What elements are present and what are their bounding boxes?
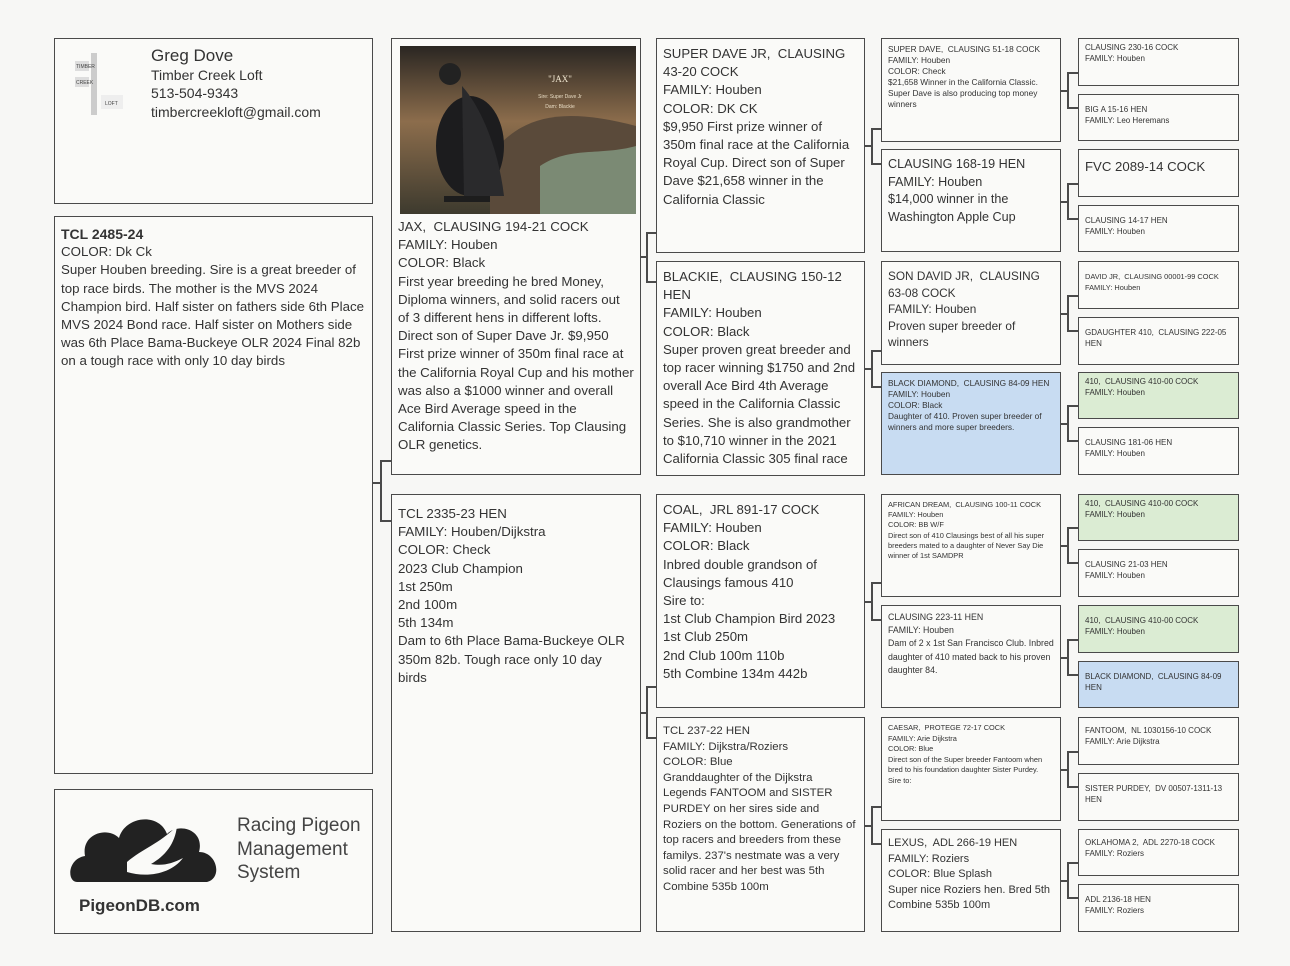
gen2-line: FAMILY: Dijkstra/Roziers — [663, 740, 789, 753]
connector-line — [646, 686, 648, 738]
gen4-box — [1078, 717, 1239, 765]
pigeon-photo — [400, 46, 636, 214]
gen2-line: SUPER DAVE JR, CLAUSING 43-20 COCK — [663, 46, 849, 80]
gen3-line: $21,658 Winner in the California Classic. Super Dave is also producing top money winners — [888, 76, 1041, 109]
gen4-line: 410, CLAUSING 410-00 COCK — [1085, 499, 1199, 508]
connector-line — [871, 128, 881, 130]
owner-loft: Timber Creek Loft — [151, 66, 263, 83]
gen3-box — [881, 717, 1061, 821]
connector-line — [871, 386, 881, 388]
gen2-line: Sire to: — [663, 593, 705, 609]
dam-record: 1st 250m — [398, 578, 453, 594]
gen4-line: FAMILY: Houben — [1085, 509, 1145, 519]
connector-line — [1067, 751, 1069, 787]
gen3-line: Proven super breeder of winners — [888, 318, 1019, 349]
gen2-line: COAL, JRL 891-17 COCK — [663, 502, 820, 517]
gen2-line: 1st Club Champion Bird 2023 — [663, 611, 836, 627]
brand-line-3: System — [237, 862, 301, 883]
brand-url[interactable]: PigeonDB.com — [79, 896, 200, 915]
connector-line — [1067, 562, 1078, 564]
gen4-box — [1078, 427, 1239, 475]
gen3-line: BLACK DIAMOND, CLAUSING 84-09 HEN — [888, 378, 1050, 388]
gen4-box-highlighted — [1078, 605, 1239, 653]
gen3-line: FAMILY: Arie Dijkstra — [888, 733, 957, 743]
gen3-line: COLOR: BB W/F — [888, 520, 944, 530]
gen2-line: TCL 237-22 HEN — [663, 725, 750, 737]
connector-line — [1067, 897, 1078, 899]
gen4-line: FAMILY: Houben — [1085, 626, 1145, 636]
connector-line — [646, 737, 656, 739]
svg-text:CREEK: CREEK — [76, 80, 94, 86]
gen3-box — [881, 494, 1061, 597]
connector-line — [1067, 295, 1069, 331]
dam-title: TCL 2335-23 HEN — [398, 506, 507, 521]
gen4-line: CLAUSING 14-17 HEN — [1085, 216, 1168, 225]
gen4-line: GDAUGHTER 410, CLAUSING 222-05 HEN — [1085, 328, 1229, 348]
gen3-line: SUPER DAVE, CLAUSING 51-18 COCK — [888, 44, 1041, 54]
gen2-line: $9,950 First prize winner of 350m final race at the California Royal Cup. Direct son of Super Dave $21,658 winner in the California Classic — [663, 118, 853, 207]
dam-color: COLOR: Check — [398, 542, 491, 558]
gen4-line: FAMILY: Roziers — [1085, 905, 1144, 915]
sire-family: FAMILY: Houben — [398, 237, 498, 253]
pigeondb-logo-icon — [67, 804, 235, 892]
sire-box — [391, 38, 641, 475]
connector-line — [380, 460, 382, 521]
svg-text:"JAX": "JAX" — [548, 74, 572, 84]
connector-line — [646, 232, 648, 282]
connector-line — [871, 619, 881, 621]
brand-line-1: Racing Pigeon — [237, 815, 361, 836]
connector-line — [1067, 107, 1078, 109]
connector-line — [1067, 218, 1078, 220]
gen3-line: Direct son of the Super breeder Fantoom when bred to his foundation daughter Sister Purdey. — [888, 754, 1045, 775]
dam-record: 2023 Club Champion — [398, 560, 523, 576]
connector-line — [871, 582, 873, 620]
gen2-line: FAMILY: Houben — [663, 520, 762, 536]
owner-info-box — [54, 38, 373, 204]
gen3-line: FAMILY: Houben — [888, 388, 951, 399]
gen3-line: FAMILY: Houben — [888, 625, 954, 636]
gen4-box — [1078, 149, 1239, 197]
gen2-line: 5th Combine 134m 442b — [663, 665, 808, 681]
connector-line — [871, 582, 881, 584]
gen4-line: CLAUSING 181-06 HEN — [1085, 438, 1173, 447]
sire-color: COLOR: Black — [398, 255, 486, 271]
gen3-line: FAMILY: Roziers — [888, 852, 970, 865]
gen3-box — [881, 261, 1061, 365]
gen3-box — [881, 829, 1061, 932]
sire-description: First year breeding he bred Money, Diploma winners, and solid racers out of 3 different hens in different lofts. Direct son of Super Dave Jr. $9,950 First prize winner of 350m final race at the California Royal Cup and his mother was also a $1000 winner and overall Ace Bird Average speed in the California Classic Series. Top Clausing OLR genetics. — [398, 273, 638, 453]
gen3-line: Daughter of 410. Proven super breeder of winners and more super breeders. — [888, 410, 1044, 432]
gen4-line: FANTOOM, NL 1030156-10 COCK — [1085, 726, 1212, 735]
gen2-line: FAMILY: Houben — [663, 305, 762, 321]
gen4-line: 410, CLAUSING 410-00 COCK — [1085, 616, 1199, 625]
gen4-line: CLAUSING 230-16 COCK — [1085, 43, 1179, 52]
pigeondb-brand-box — [54, 789, 373, 934]
gen3-line: COLOR: Black — [888, 399, 943, 410]
connector-line — [1067, 405, 1078, 407]
gen4-box-highlighted — [1078, 372, 1239, 419]
gen4-line: FAMILY: Houben — [1085, 226, 1145, 236]
gen4-line: FVC 2089-14 COCK — [1085, 159, 1206, 174]
connector-line — [1067, 527, 1078, 529]
gen4-line: OKLAHOMA 2, ADL 2270-18 COCK — [1085, 838, 1215, 847]
connector-line — [871, 806, 873, 844]
gen2-line: 1st Club 250m — [663, 629, 749, 645]
gen3-line: FAMILY: Houben — [888, 54, 951, 65]
gen2-line: BLACKIE, CLAUSING 150-12 HEN — [663, 269, 846, 303]
dam-family: FAMILY: Houben/Dijkstra — [398, 524, 546, 540]
gen2-line: 2nd Club 100m 110b — [663, 647, 785, 663]
subject-color: COLOR: Dk Ck — [61, 244, 152, 260]
connector-line — [1067, 183, 1069, 219]
gen3-line: COLOR: Blue Splash — [888, 868, 992, 881]
connector-line — [871, 128, 873, 164]
gen3-line: CAESAR, PROTEGE 72-17 COCK — [888, 723, 1006, 732]
connector-line — [1067, 862, 1078, 864]
gen4-box — [1078, 261, 1239, 309]
connector-line — [871, 163, 881, 165]
gen4-box-highlighted — [1078, 661, 1239, 708]
dam-record: 5th 134m — [398, 615, 454, 631]
gen2-line: Granddaughter of the Dijkstra Legends FANTOOM and SISTER PURDEY on her sires side and Roziers on the bottom. Generations of top racers and breeders from these familys. 237's nestmate was a very solid racer and her best was 5th Combine 535b 100m — [663, 771, 859, 893]
gen4-box — [1078, 205, 1239, 252]
subject-description: Super Houben breeding. Sire is a great breeder of top race birds. The mother is the MVS 2024 Champion bird. Half sister on fathers side 6th Place MVS 2024 Bond race. Half sister on Mothers side was 6th Place Bama-Buckeye OLR 2024 Final 82b on a tough race with only 10 day birds — [61, 262, 368, 369]
connector-line — [1067, 440, 1078, 442]
connector-line — [1067, 72, 1078, 74]
connector-line — [1067, 639, 1078, 641]
gen4-line: BIG A 15-16 HEN — [1085, 105, 1148, 114]
gen3-line: Direct son of 410 Clausings best of all his super breeders mated to a daughter of Never Say Die winner of 1st SAMDPR — [888, 530, 1047, 561]
dam-record: 2nd 100m — [398, 597, 458, 613]
gen4-line: FAMILY: Arie Dijkstra — [1085, 736, 1160, 746]
svg-text:LOFT: LOFT — [105, 101, 118, 107]
gen3-box-highlighted — [881, 372, 1061, 475]
gen3-line: FAMILY: Houben — [888, 174, 983, 189]
connector-line — [1067, 674, 1078, 676]
gen4-box — [1078, 38, 1239, 86]
gen3-line: FAMILY: Houben — [888, 510, 944, 520]
connector-line — [646, 686, 656, 688]
svg-text:TIMBER: TIMBER — [76, 64, 95, 70]
connector-line — [1067, 405, 1069, 441]
gen4-box — [1078, 773, 1239, 821]
owner-name: Greg Dove — [151, 46, 234, 65]
gen2-box — [656, 38, 865, 253]
connector-line — [1067, 72, 1069, 108]
connector-line — [1067, 786, 1078, 788]
gen4-line: ADL 2136-18 HEN — [1085, 895, 1151, 904]
gen2-line: Inbred double grandson of Clausings famous 410 — [663, 556, 821, 590]
gen3-line: SON DAVID JR, CLAUSING 63-08 COCK — [888, 269, 1044, 300]
connector-line — [1067, 751, 1078, 753]
gen3-box — [881, 149, 1061, 252]
gen3-line: $14,000 winner in the Washington Apple Cup — [888, 192, 1016, 224]
gen4-box — [1078, 829, 1239, 876]
gen4-line: BLACK DIAMOND, CLAUSING 84-09 HEN — [1085, 672, 1224, 692]
gen2-line: COLOR: Black — [663, 538, 750, 554]
sire-title: JAX, CLAUSING 194-21 COCK — [398, 219, 589, 234]
gen4-line: DAVID JR, CLAUSING 00001-99 COCK — [1085, 272, 1219, 281]
connector-line — [1067, 527, 1069, 563]
connector-line — [646, 281, 656, 283]
connector-line — [1067, 183, 1078, 185]
timber-creek-loft-logo — [73, 53, 125, 115]
subject-bird-box — [54, 216, 373, 774]
connector-line — [380, 460, 391, 462]
gen3-line: COLOR: Check — [888, 65, 946, 76]
gen2-line: FAMILY: Houben — [663, 82, 762, 98]
gen4-line: FAMILY: Houben — [1085, 387, 1145, 397]
gen4-box — [1078, 549, 1239, 597]
gen4-line: FAMILY: Houben — [1085, 570, 1145, 580]
owner-phone: 513-504-9343 — [151, 85, 239, 101]
gen4-box — [1078, 94, 1239, 141]
gen2-line: COLOR: Blue — [663, 756, 733, 769]
connector-line — [1067, 862, 1069, 898]
gen3-line: CLAUSING 223-11 HEN — [888, 612, 984, 622]
gen4-line: FAMILY: Houben — [1085, 282, 1141, 292]
gen3-line: CLAUSING 168-19 HEN — [888, 157, 1026, 171]
gen3-line: FAMILY: Houben — [888, 302, 977, 316]
connector-line — [871, 843, 881, 845]
svg-text:Dam: Blackie: Dam: Blackie — [545, 104, 575, 110]
gen4-line: 410, CLAUSING 410-00 COCK — [1085, 377, 1199, 386]
gen4-line: CLAUSING 21-03 HEN — [1085, 560, 1168, 569]
subject-band: TCL 2485-24 — [61, 226, 144, 242]
connector-line — [871, 350, 873, 387]
gen2-box — [656, 717, 865, 932]
gen3-line: Super nice Roziers hen. Bred 5th Combine 535b 100m — [888, 883, 1054, 912]
brand-line-2: Management — [237, 838, 348, 860]
gen4-line: FAMILY: Houben — [1085, 53, 1145, 63]
gen4-box — [1078, 884, 1239, 932]
gen3-line: LEXUS, ADL 266-19 HEN — [888, 837, 1018, 849]
gen3-line: AFRICAN DREAM, CLAUSING 100-11 COCK — [888, 500, 1042, 509]
gen3-line: Sire to: — [888, 775, 912, 785]
gen2-line: COLOR: Black — [663, 323, 750, 339]
gen4-box — [1078, 317, 1239, 365]
gen4-line: SISTER PURDEY, DV 00507-1311-13 HEN — [1085, 784, 1225, 804]
connector-line — [871, 806, 881, 808]
svg-text:Sire: Super Dave Jr: Sire: Super Dave Jr — [538, 94, 582, 100]
dam-description: Dam to 6th Place Bama-Buckeye OLR 350m 82b. Tough race only 10 day birds — [398, 633, 629, 685]
dam-box — [391, 494, 641, 932]
connector-line — [380, 520, 391, 522]
gen3-line: Dam of 2 x 1st San Francisco Club. Inbred daughter of 410 mated back to his proven daughter 84. — [888, 638, 1057, 675]
gen4-box-highlighted — [1078, 494, 1239, 541]
connector-line — [1067, 639, 1069, 675]
connector-line — [646, 232, 656, 234]
gen3-box — [881, 605, 1061, 708]
connector-line — [1067, 295, 1078, 297]
gen4-line: FAMILY: Leo Heremans — [1085, 115, 1170, 125]
gen2-box — [656, 261, 865, 476]
owner-email: timbercreekloft@gmail.com — [151, 103, 321, 120]
gen3-box — [881, 38, 1061, 142]
gen2-line: COLOR: DK CK — [663, 100, 758, 116]
gen2-box — [656, 494, 865, 708]
gen4-line: FAMILY: Houben — [1085, 448, 1145, 458]
gen4-line: FAMILY: Roziers — [1085, 848, 1144, 858]
connector-line — [871, 350, 881, 352]
gen3-line: COLOR: Blue — [888, 744, 934, 754]
gen2-line: Super proven great breeder and top racer winning $1750 and 2nd overall Ace Bird 4th Average speed in the California Classic Series. She is also grandmother to $10,710 winner in the 2021 California Classic 305 final race — [663, 341, 859, 467]
connector-line — [1067, 330, 1078, 332]
